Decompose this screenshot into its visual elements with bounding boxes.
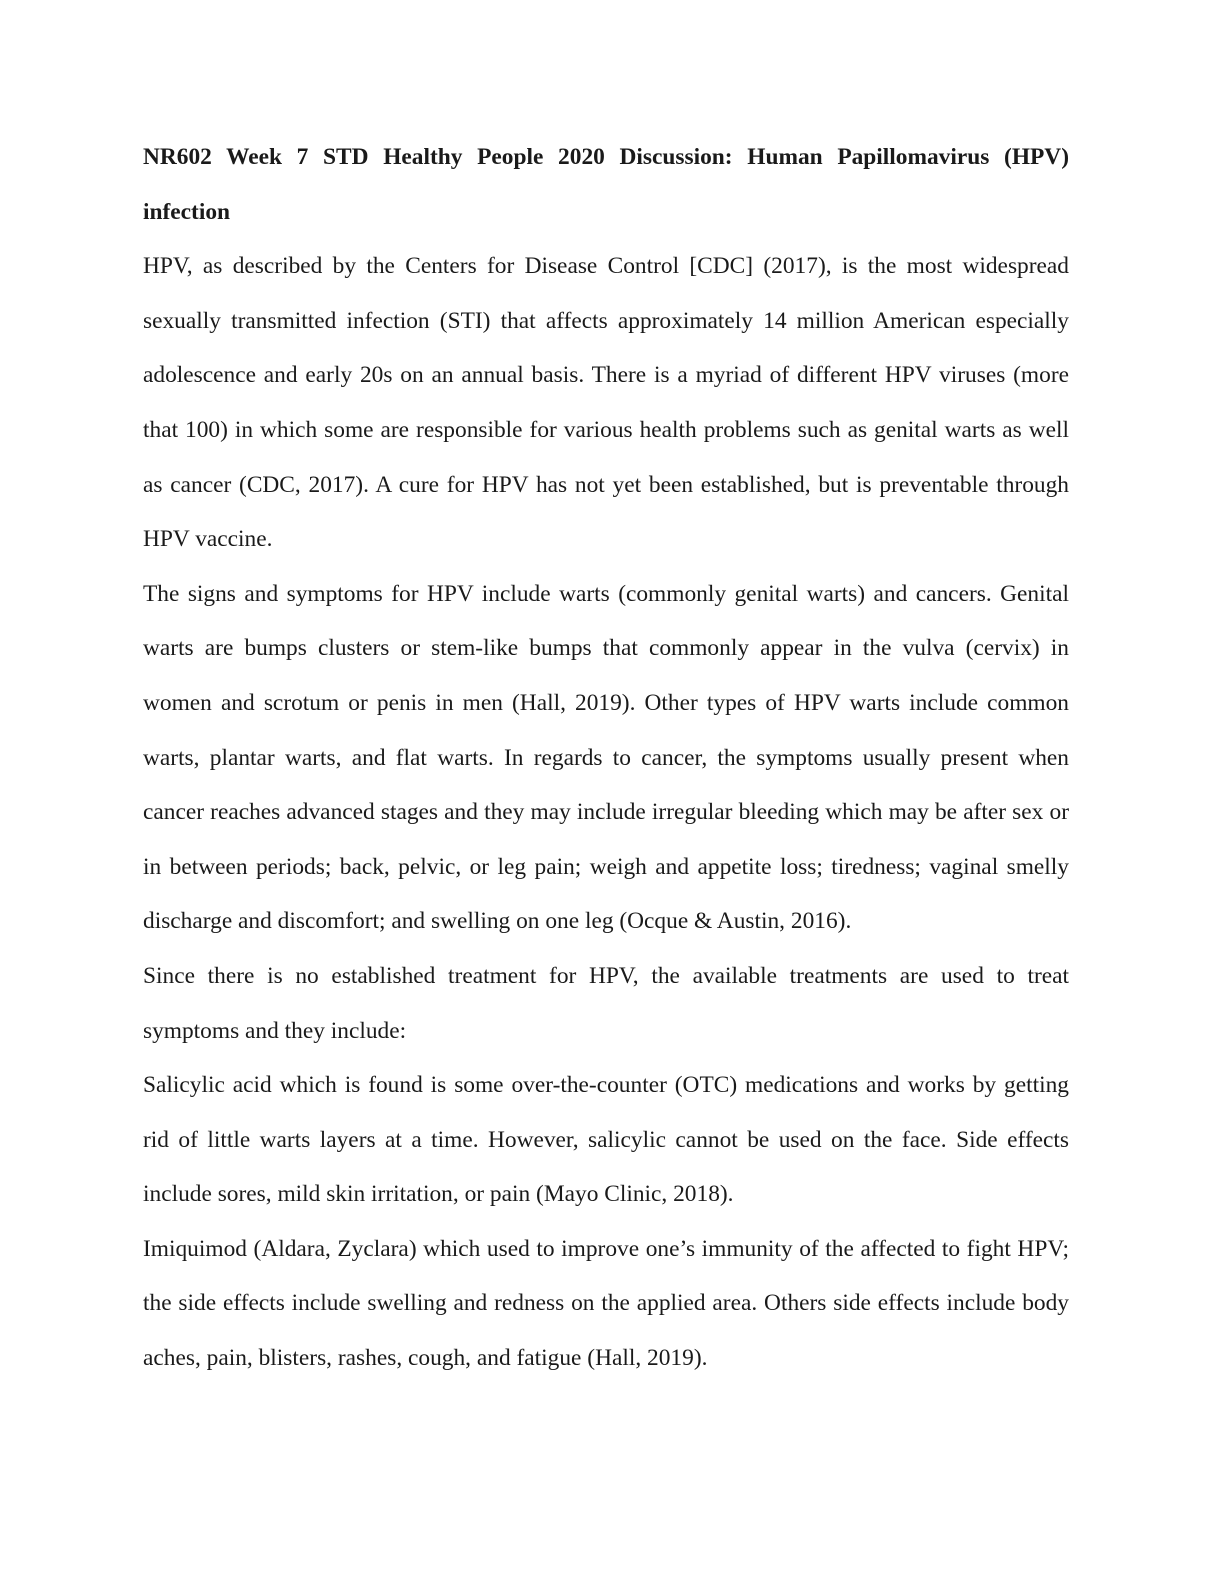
document-title: NR602 Week 7 STD Healthy People 2020 Discussion: Human Papillomavirus (HPV) infection <box>143 144 1069 225</box>
paragraph-treatment-intro: Since there is no established treatment for HPV, the available treatments are used to treat symptoms and they include: <box>143 962 1069 1044</box>
paragraph-signs-symptoms: The signs and symptoms for HPV include warts (commonly genital warts) and cancers. Genital warts are bumps clusters or stem-like bumps that commonly appear in the vulva (cervix) in women and scrotum or penis in men (Hall, 2019). Other types of HPV warts include common warts, plantar warts, and flat warts. In regards to cancer, the symptoms usually present when cancer reaches advanced stages and they may include irregular bleeding which may be after sex or in between periods; back, pelvic, or leg pain; weigh and appetite loss; tiredness; vaginal smelly discharge and discomfort; and swelling on one leg (Ocque & Austin, 2016). <box>143 580 1069 935</box>
paragraph-salicylic-acid: Salicylic acid which is found is some over-the-counter (OTC) medications and works by getting rid of little warts layers at a time. However, salicylic cannot be used on the face. Side effects include sores, mild skin irritation, or pain (Mayo Clinic, 2018). <box>143 1072 1069 1208</box>
paragraph-imiquimod: Imiquimod (Aldara, Zyclara) which used to improve one’s immunity of the affected to fight HPV; the side effects include swelling and redness on the applied area. Others side effects include body aches, pain, blisters, rashes, cough, and fatigue (Hall, 2019). <box>143 1235 1069 1372</box>
paragraph-hpv-overview: HPV, as described by the Centers for Disease Control [CDC] (2017), is the most widespread sexually transmitted infection (STI) that affects approximately 14 million American especially adolescence and early 20s on an annual basis. There is a myriad of different HPV viruses (more that 100) in which some are responsible for various health problems such as genital warts as well as cancer (CDC, 2017). A cure for HPV has not yet been established, but is preventable through HPV vaccine. <box>143 253 1069 553</box>
document-body <box>143 130 1069 1386</box>
